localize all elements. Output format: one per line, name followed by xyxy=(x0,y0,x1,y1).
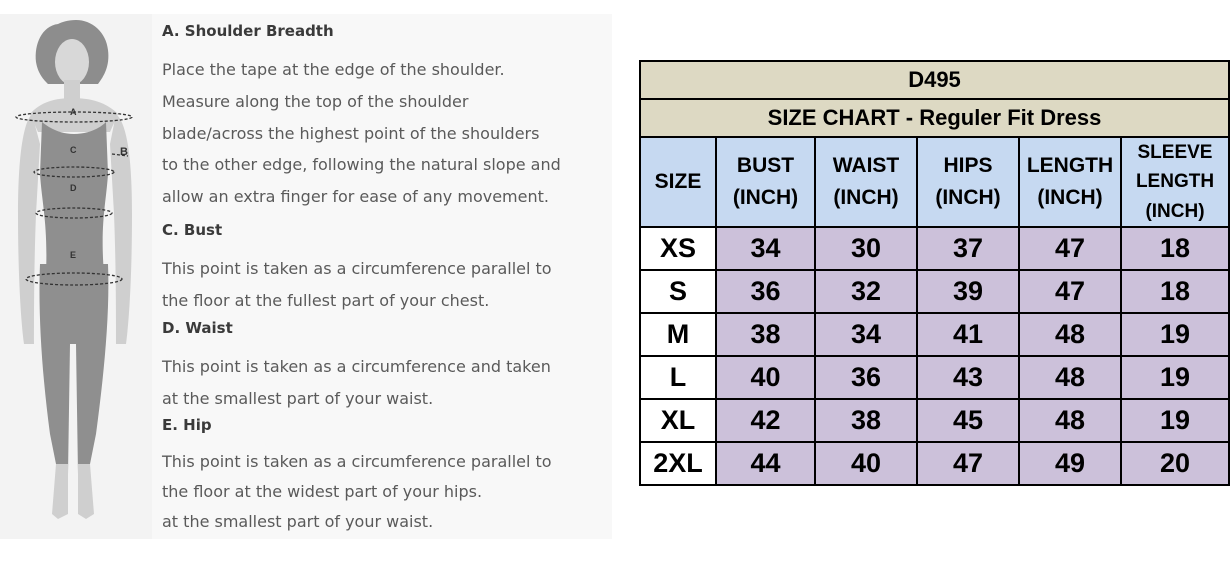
table-row xyxy=(640,227,1229,270)
table-cell: 20 xyxy=(1121,442,1229,485)
product-code: D495 xyxy=(640,61,1229,99)
marker-e: E xyxy=(70,250,77,260)
table-cell: 40 xyxy=(716,356,815,399)
table-cell: 48 xyxy=(1019,399,1121,442)
body-figure xyxy=(0,14,152,539)
text-line: at the smallest part of your waist. xyxy=(162,388,434,408)
table-cell: 38 xyxy=(716,313,815,356)
header-sleeve-length: SLEEVE LENGTH (INCH) xyxy=(1121,137,1229,227)
body-silhouette-illustration xyxy=(0,14,152,539)
table-row xyxy=(640,356,1229,399)
size-cell: L xyxy=(640,356,716,399)
table-cell: 36 xyxy=(815,356,917,399)
table-cell: 49 xyxy=(1019,442,1121,485)
table-cell: 47 xyxy=(917,442,1019,485)
section-text-bust xyxy=(162,253,612,317)
header-waist: WAIST (INCH) xyxy=(815,137,917,227)
table-cell: 45 xyxy=(917,399,1019,442)
table-cell: 48 xyxy=(1019,356,1121,399)
table-cell: 34 xyxy=(716,227,815,270)
table-cell: 44 xyxy=(716,442,815,485)
table-cell: 47 xyxy=(1019,227,1121,270)
table-row xyxy=(640,442,1229,485)
table-cell: 39 xyxy=(917,270,1019,313)
size-cell: XS xyxy=(640,227,716,270)
table-cell: 18 xyxy=(1121,270,1229,313)
size-chart-table xyxy=(639,60,1230,486)
table-cell: 42 xyxy=(716,399,815,442)
table-cell: 37 xyxy=(917,227,1019,270)
table-cell: 43 xyxy=(917,356,1019,399)
table-row xyxy=(640,399,1229,442)
marker-d: D xyxy=(70,183,77,193)
size-cell: 2XL xyxy=(640,442,716,485)
size-cell: S xyxy=(640,270,716,313)
text-line: This point is taken as a circumference and taken xyxy=(162,357,551,376)
table-cell: 19 xyxy=(1121,356,1229,399)
header-bust: BUST (INCH) xyxy=(716,137,815,227)
measurement-guide-panel xyxy=(0,14,612,539)
section-heading-shoulder: A. Shoulder Breadth xyxy=(162,22,334,40)
section-heading-bust: C. Bust xyxy=(162,221,223,239)
text-line: Measure along the top of the shoulder xyxy=(162,91,469,111)
table-cell: 36 xyxy=(716,270,815,313)
table-cell: 41 xyxy=(917,313,1019,356)
text-line: allow an extra finger for ease of any movement. xyxy=(162,187,549,207)
table-row xyxy=(640,270,1229,313)
text-line: blade/across the highest point of the shoulders xyxy=(162,123,540,143)
marker-c: C xyxy=(70,145,77,155)
product-code-row xyxy=(640,61,1229,99)
marker-a: A xyxy=(70,107,77,117)
text-line: Place the tape at the edge of the shoulder. xyxy=(162,60,505,79)
table-cell: 19 xyxy=(1121,399,1229,442)
table-cell: 19 xyxy=(1121,313,1229,356)
section-heading-waist: D. Waist xyxy=(162,319,233,337)
text-line: This point is taken as a circumference parallel to xyxy=(162,452,552,471)
section-text-hip xyxy=(162,447,612,537)
table-cell: 32 xyxy=(815,270,917,313)
table-cell: 48 xyxy=(1019,313,1121,356)
text-line: at the smallest part of your waist. xyxy=(162,512,434,531)
table-cell: 18 xyxy=(1121,227,1229,270)
section-heading-hip: E. Hip xyxy=(162,416,212,434)
chart-title-row xyxy=(640,99,1229,137)
text-line: the floor at the fullest part of your chest. xyxy=(162,290,490,310)
size-cell: M xyxy=(640,313,716,356)
text-line: to the other edge, following the natural slope and xyxy=(162,155,561,175)
text-line: This point is taken as a circumference parallel to xyxy=(162,259,552,278)
header-length: LENGTH (INCH) xyxy=(1019,137,1121,227)
header-size: SIZE xyxy=(640,137,716,227)
section-text-waist xyxy=(162,351,612,415)
marker-b: B xyxy=(120,146,128,158)
header-row xyxy=(640,137,1229,227)
chart-title: SIZE CHART - Reguler Fit Dress xyxy=(640,99,1229,137)
measurement-instructions xyxy=(152,14,612,539)
section-text-shoulder xyxy=(162,54,612,213)
text-line: the floor at the widest part of your hips. xyxy=(162,482,483,501)
table-row xyxy=(640,313,1229,356)
table-cell: 38 xyxy=(815,399,917,442)
table-cell: 34 xyxy=(815,313,917,356)
header-hips: HIPS (INCH) xyxy=(917,137,1019,227)
table-cell: 40 xyxy=(815,442,917,485)
size-cell: XL xyxy=(640,399,716,442)
table-cell: 30 xyxy=(815,227,917,270)
table-cell: 47 xyxy=(1019,270,1121,313)
